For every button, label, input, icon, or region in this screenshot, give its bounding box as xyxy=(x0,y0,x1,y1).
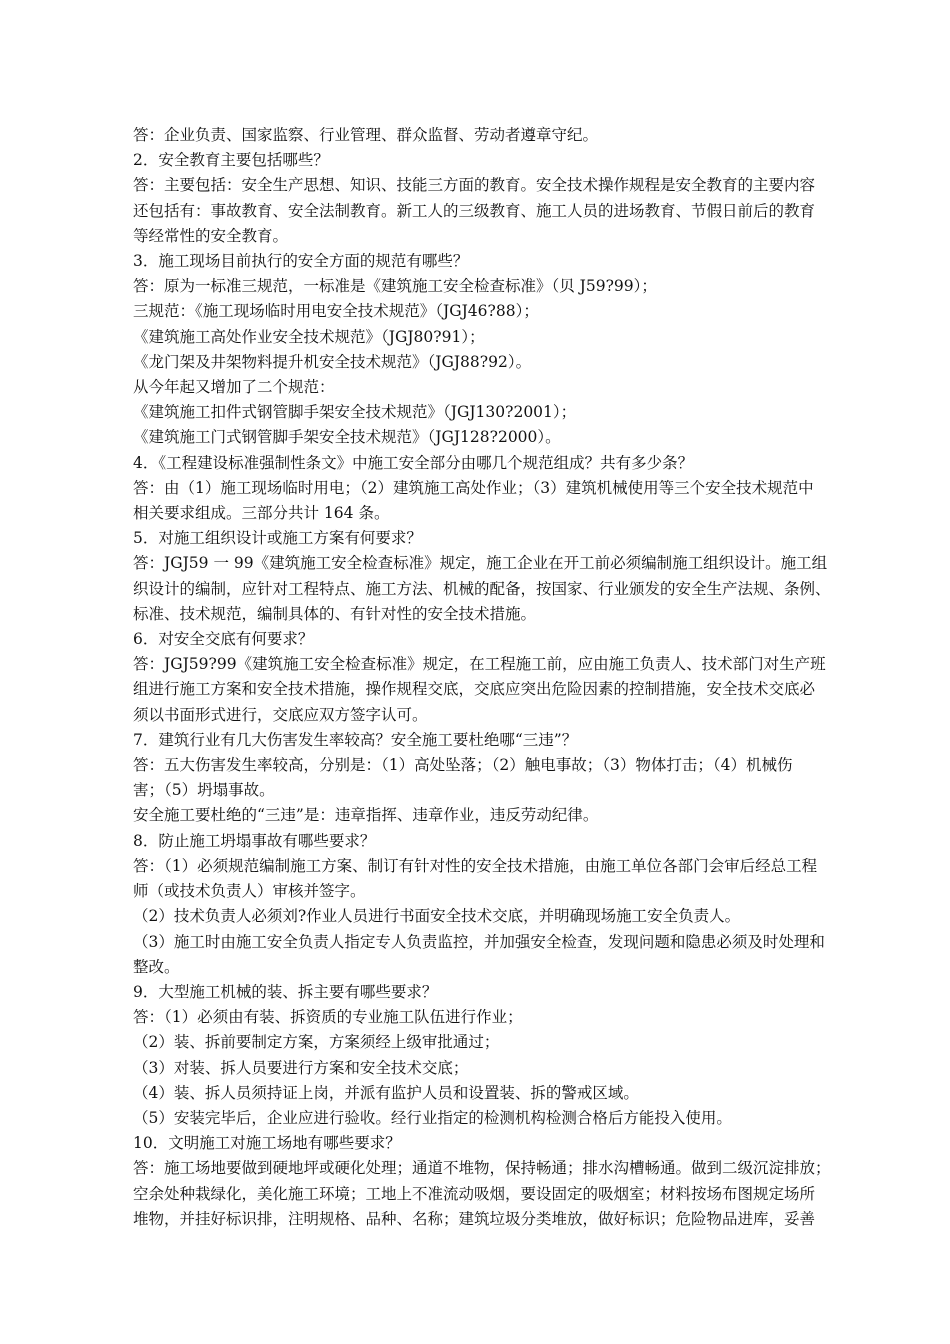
text-line: 《建筑施工扣件式钢管脚手架安全技术规范》（JGJ130?2001）； xyxy=(133,403,577,422)
text-line: 《建筑施工门式钢管脚手架安全技术规范》（JGJ128?2000）。 xyxy=(133,428,561,447)
text-line: 等经常性的安全教育。 xyxy=(133,226,289,245)
text-line: 《建筑施工高处作业安全技术规范》（JGJ80?91）； xyxy=(133,327,485,346)
text-line: 答：五大伤害发生率较高，分别是：（1）高处坠落；（2）触电事故；（3）物体打击；（4）机械伤 xyxy=(133,756,793,775)
text-line: 答：（1）必须规范编制施工方案、制订有针对性的安全技术措施，由施工单位各部门会审后经总工程 xyxy=(133,856,818,875)
text-line: 答：主要包括：安全生产思想、知识、技能三方面的教育。安全技术操作规程是安全教育的主要内容 xyxy=(133,176,816,195)
text-line: 织设计的编制，应针对工程特点、施工方法、机械的配备，按国家、行业颁发的安全生产法规、条例、 xyxy=(133,579,831,598)
text-line: 害；（5）坍塌事故。 xyxy=(133,781,275,800)
text-line: 答：企业负责、国家监察、行业管理、群众监督、劳动者遵章守纪。 xyxy=(133,126,599,144)
text-line: 相关要求组成。三部分共计 164 条。 xyxy=(133,504,390,523)
question-line: 6．对安全交底有何要求？ xyxy=(133,630,314,649)
text-line: 安全施工要杜绝的“三违”是：违章指挥、违章作业，违反劳动纪律。 xyxy=(133,806,599,825)
text-line: （4）装、拆人员须持证上岗，并派有监护人员和设置装、拆的警戒区域。 xyxy=(133,1083,639,1102)
text-line: 须以书面形式进行，交底应双方签字认可。 xyxy=(133,705,428,724)
question-line: 3．施工现场目前执行的安全方面的规范有哪些？ xyxy=(133,252,469,271)
text-line: 《龙门架及井架物料提升机安全技术规范》（JGJ88?92）。 xyxy=(133,352,532,371)
question-line: 7．建筑行业有几大伤害发生率较高？安全施工要杜绝哪“三违”？ xyxy=(133,730,578,749)
text-line: 答：施工场地要做到硬地坪或硬化处理；通道不堆物，保持畅通；排水沟槽畅通。做到二级沉淀排放； xyxy=(133,1159,831,1178)
text-line: 标准、技术规范，编制具体的、有针对性的安全技术措施。 xyxy=(133,604,537,623)
text-line: 组进行施工方案和安全技术措施，操作规程交底，交底应突出危险因素的控制措施，安全技术交底必 xyxy=(133,680,816,699)
text-line: 答：由（1）施工现场临时用电；（2）建筑施工高处作业；（3）建筑机械使用等三个安全技术规范中 xyxy=(133,478,814,497)
text-line: 堆物，并挂好标识排，注明规格、品种、名称；建筑垃圾分类堆放，做好标识；危险物品进库，妥善 xyxy=(133,1209,816,1228)
question-line: 8．防止施工坍塌事故有哪些要求？ xyxy=(133,831,376,850)
text-line: （3）施工时由施工安全负责人指定专人负责监控，并加强安全检查，发现问题和隐患必须及时处理和 xyxy=(133,932,825,951)
text-line: （2）装、拆前要制定方案，方案须经上级审批通过； xyxy=(133,1033,500,1052)
text-line: （3）对装、拆人员要进行方案和安全技术交底； xyxy=(133,1058,469,1077)
text-line: 答：（1）必须由有装、拆资质的专业施工队伍进行作业； xyxy=(133,1008,523,1027)
text-line: 答：JGJ59?99《建筑施工安全检查标准》规定，在工程施工前，应由施工负责人、技术部门对生产班 xyxy=(133,655,826,674)
text-line: 三规范：《施工现场临时用电安全技术规范》（JGJ46?88）； xyxy=(133,302,539,321)
text-line: 答：原为一标准三规范，一标准是《建筑施工安全检查标准》（贝 J59?99）； xyxy=(133,277,657,296)
text-line: 师（或技术负责人）审核并签字。 xyxy=(133,882,366,901)
question-line: 9．大型施工机械的装、拆主要有哪些要求？ xyxy=(133,982,438,1001)
text-line: 还包括有：事故教育、安全法制教育。新工人的三级教育、施工人员的进场教育、节假日前后的教育 xyxy=(133,201,816,220)
question-line: 10．文明施工对施工场地有哪些要求？ xyxy=(133,1134,401,1153)
text-line: 答：JGJ59 一 99《建筑施工安全检查标准》规定，施工企业在开工前必须编制施工组织设计。施工组 xyxy=(133,554,828,573)
question-line: 2．安全教育主要包括哪些？ xyxy=(133,151,329,170)
question-line: 4．《工程建设标准强制性条文》中施工安全部分由哪几个规范组成？共有多少条？ xyxy=(133,453,694,472)
text-line: （5）安装完毕后，企业应进行验收。经行业指定的检测机构检测合格后方能投入使用。 xyxy=(133,1108,732,1127)
text-line: （2）技术负责人必须刘?作业人员进行书面安全技术交底，并明确现场施工安全负责人。 xyxy=(133,907,741,926)
text-line: 整改。 xyxy=(133,957,180,976)
document-body xyxy=(133,123,885,1232)
text-line: 空余处种栽绿化，美化施工环境；工地上不准流动吸烟，要设固定的吸烟室；材料按场布图规定场所 xyxy=(133,1184,816,1203)
question-line: 5．对施工组织设计或施工方案有何要求？ xyxy=(133,529,422,548)
text-line: 从今年起又增加了二个规范： xyxy=(133,378,335,397)
